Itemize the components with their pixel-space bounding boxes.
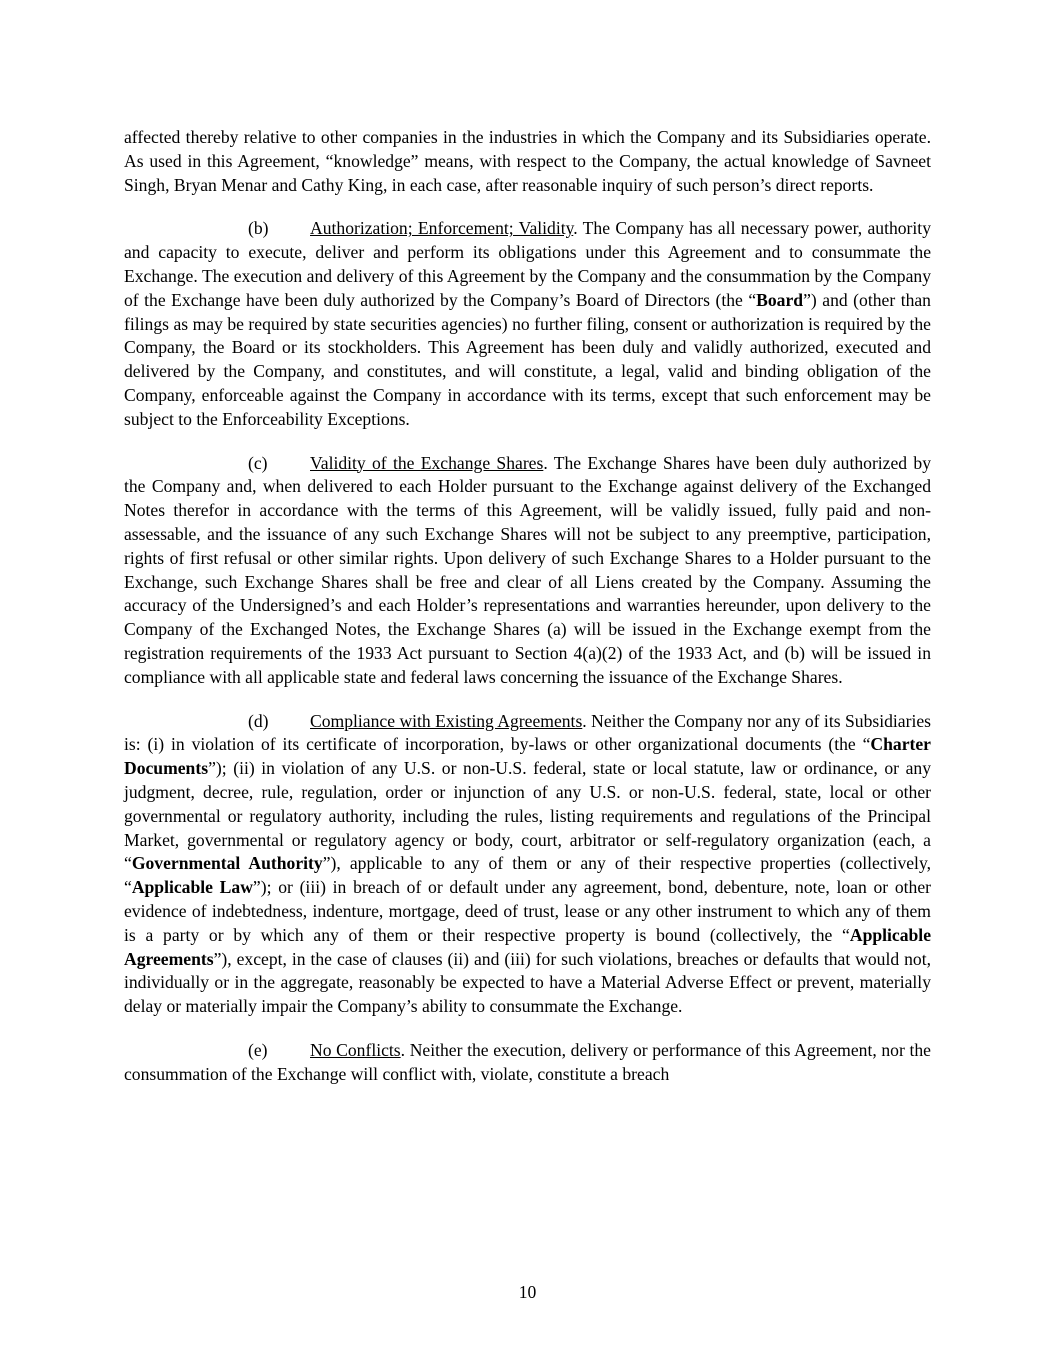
section-b-paragraph xyxy=(124,217,931,431)
section-d-heading: Compliance with Existing Agreements xyxy=(310,710,583,731)
section-d-text-2: ”); (ii) in violation of any U.S. or non-U.S. federal, state or local statute, law or ordinance, or any judgment, decree, rule, regulation, order or injunction of any U.S. or non-U.S. federal, state, local or other governmental or regulatory authority, including the rules, listing requirements and regulations of the Principal Market, governmental or regulatory agency or body, court, arbitrator or self-regulatory organization (each, a “ xyxy=(124,758,931,874)
section-d-paragraph xyxy=(124,710,931,1019)
page-number: 10 xyxy=(518,1282,537,1302)
section-e-marker: (e) xyxy=(248,1039,268,1060)
section-c-heading: Validity of the Exchange Shares xyxy=(310,452,544,473)
document-page xyxy=(124,126,931,1106)
section-d-text-4: ”); or (iii) in breach of or default under any agreement, bond, debenture, note, loan or other evidence of indebtedness, indenture, mortgage, deed of trust, lease or any other instrument to which any of them is a party or by which any of them or their respective property is bound (collectively, the “ xyxy=(124,877,931,945)
section-d-term-charter-documents: Charter Documents xyxy=(124,734,931,779)
section-e-paragraph xyxy=(124,1039,931,1087)
section-b-heading: Authorization; Enforcement; Validity xyxy=(310,218,574,239)
section-c-marker: (c) xyxy=(248,452,268,473)
section-b-text-2: ”) and (other than filings as may be required by state securities agencies) no further filing, consent or authorization is required by the Company, the Board or its stockholders. This Agreement has been duly and validly authorized, executed and delivered by the Company, and constitutes, and will constitute, a legal, valid and binding obligation of the Company, enforceable against the Company in accordance with its terms, except that such enforcement may be subject to the Enforceability Exceptions. xyxy=(124,289,931,429)
section-b-marker: (b) xyxy=(248,218,269,239)
section-d-term-applicable-agreements: Applicable Agreements xyxy=(124,924,931,969)
section-d-marker: (d) xyxy=(248,710,269,731)
section-d-term-applicable-law: Applicable Law xyxy=(131,877,253,898)
section-d-text-5: ”), except, in the case of clauses (ii) and (iii) for such violations, breaches or defaults that would not, individually or in the aggregate, reasonably be expected to have a Material Adverse Effect or prevent, materially delay or materially impair the Company’s ability to consummate the Exchange. xyxy=(124,948,931,1017)
section-b-text-1: . The Company has all necessary power, authority and capacity to execute, deliver and perform its obligations under this Agreement and to consummate the Exchange. The execution and delivery of this Agreement by the Company and the consummation by the Company of the Exchange have been duly authorized by the Company’s Board of Directors (the “ xyxy=(124,218,931,310)
section-c-text: . The Exchange Shares have been duly authorized by the Company and, when delivered to each Holder pursuant to the Exchange against delivery of the Exchanged Notes therefor in accordance with the terms of this Agreement, will be validly issued, fully paid and non-assessable, and the issuance of any such Exchange Shares will not be subject to any preemptive, participation, rights of first refusal or other similar rights. Upon delivery of such Exchange Shares to a Holder pursuant to the Exchange, such Exchange Shares shall be free and clear of all Liens created by the Company. Assuming the accuracy of the Undersigned’s and each Holder’s representations and warranties hereunder, upon delivery to the Company of the Exchanged Notes, the Exchange Shares (a) will be issued in the Exchange exempt from the registration requirements of the 1933 Act pursuant to Section 4(a)(2) of the 1933 Act, and (b) will be issued in compliance with all applicable state and federal laws concerning the issuance of the Exchange Shares. xyxy=(124,452,931,687)
section-b-term-board: Board xyxy=(756,289,804,310)
section-e-text: . Neither the execution, delivery or performance of this Agreement, nor the consummation of the Exchange will conflict with, violate, constitute a breach xyxy=(124,1039,931,1084)
section-d-term-governmental-authority: Governmental Authority xyxy=(131,853,323,874)
intro-paragraph xyxy=(124,126,931,197)
section-e-heading: No Conflicts xyxy=(310,1039,401,1060)
section-d-text-3: ”), applicable to any of them or any of their respective properties (collectively, “ xyxy=(124,853,931,898)
section-c-paragraph xyxy=(124,452,931,690)
intro-text: affected thereby relative to other companies in the industries in which the Company and its Subsidiaries operate. As used in this Agreement, “knowledge” means, with respect to the Company, the actual knowledge of Savneet Singh, Bryan Menar and Cathy King, in each case, after reasonable inquiry of such person’s direct reports. xyxy=(124,127,931,195)
section-d-text-1: . Neither the Company nor any of its Subsidiaries is: (i) in violation of its certificate of incorporation, by-laws or other organizational documents (the “ xyxy=(124,710,931,755)
